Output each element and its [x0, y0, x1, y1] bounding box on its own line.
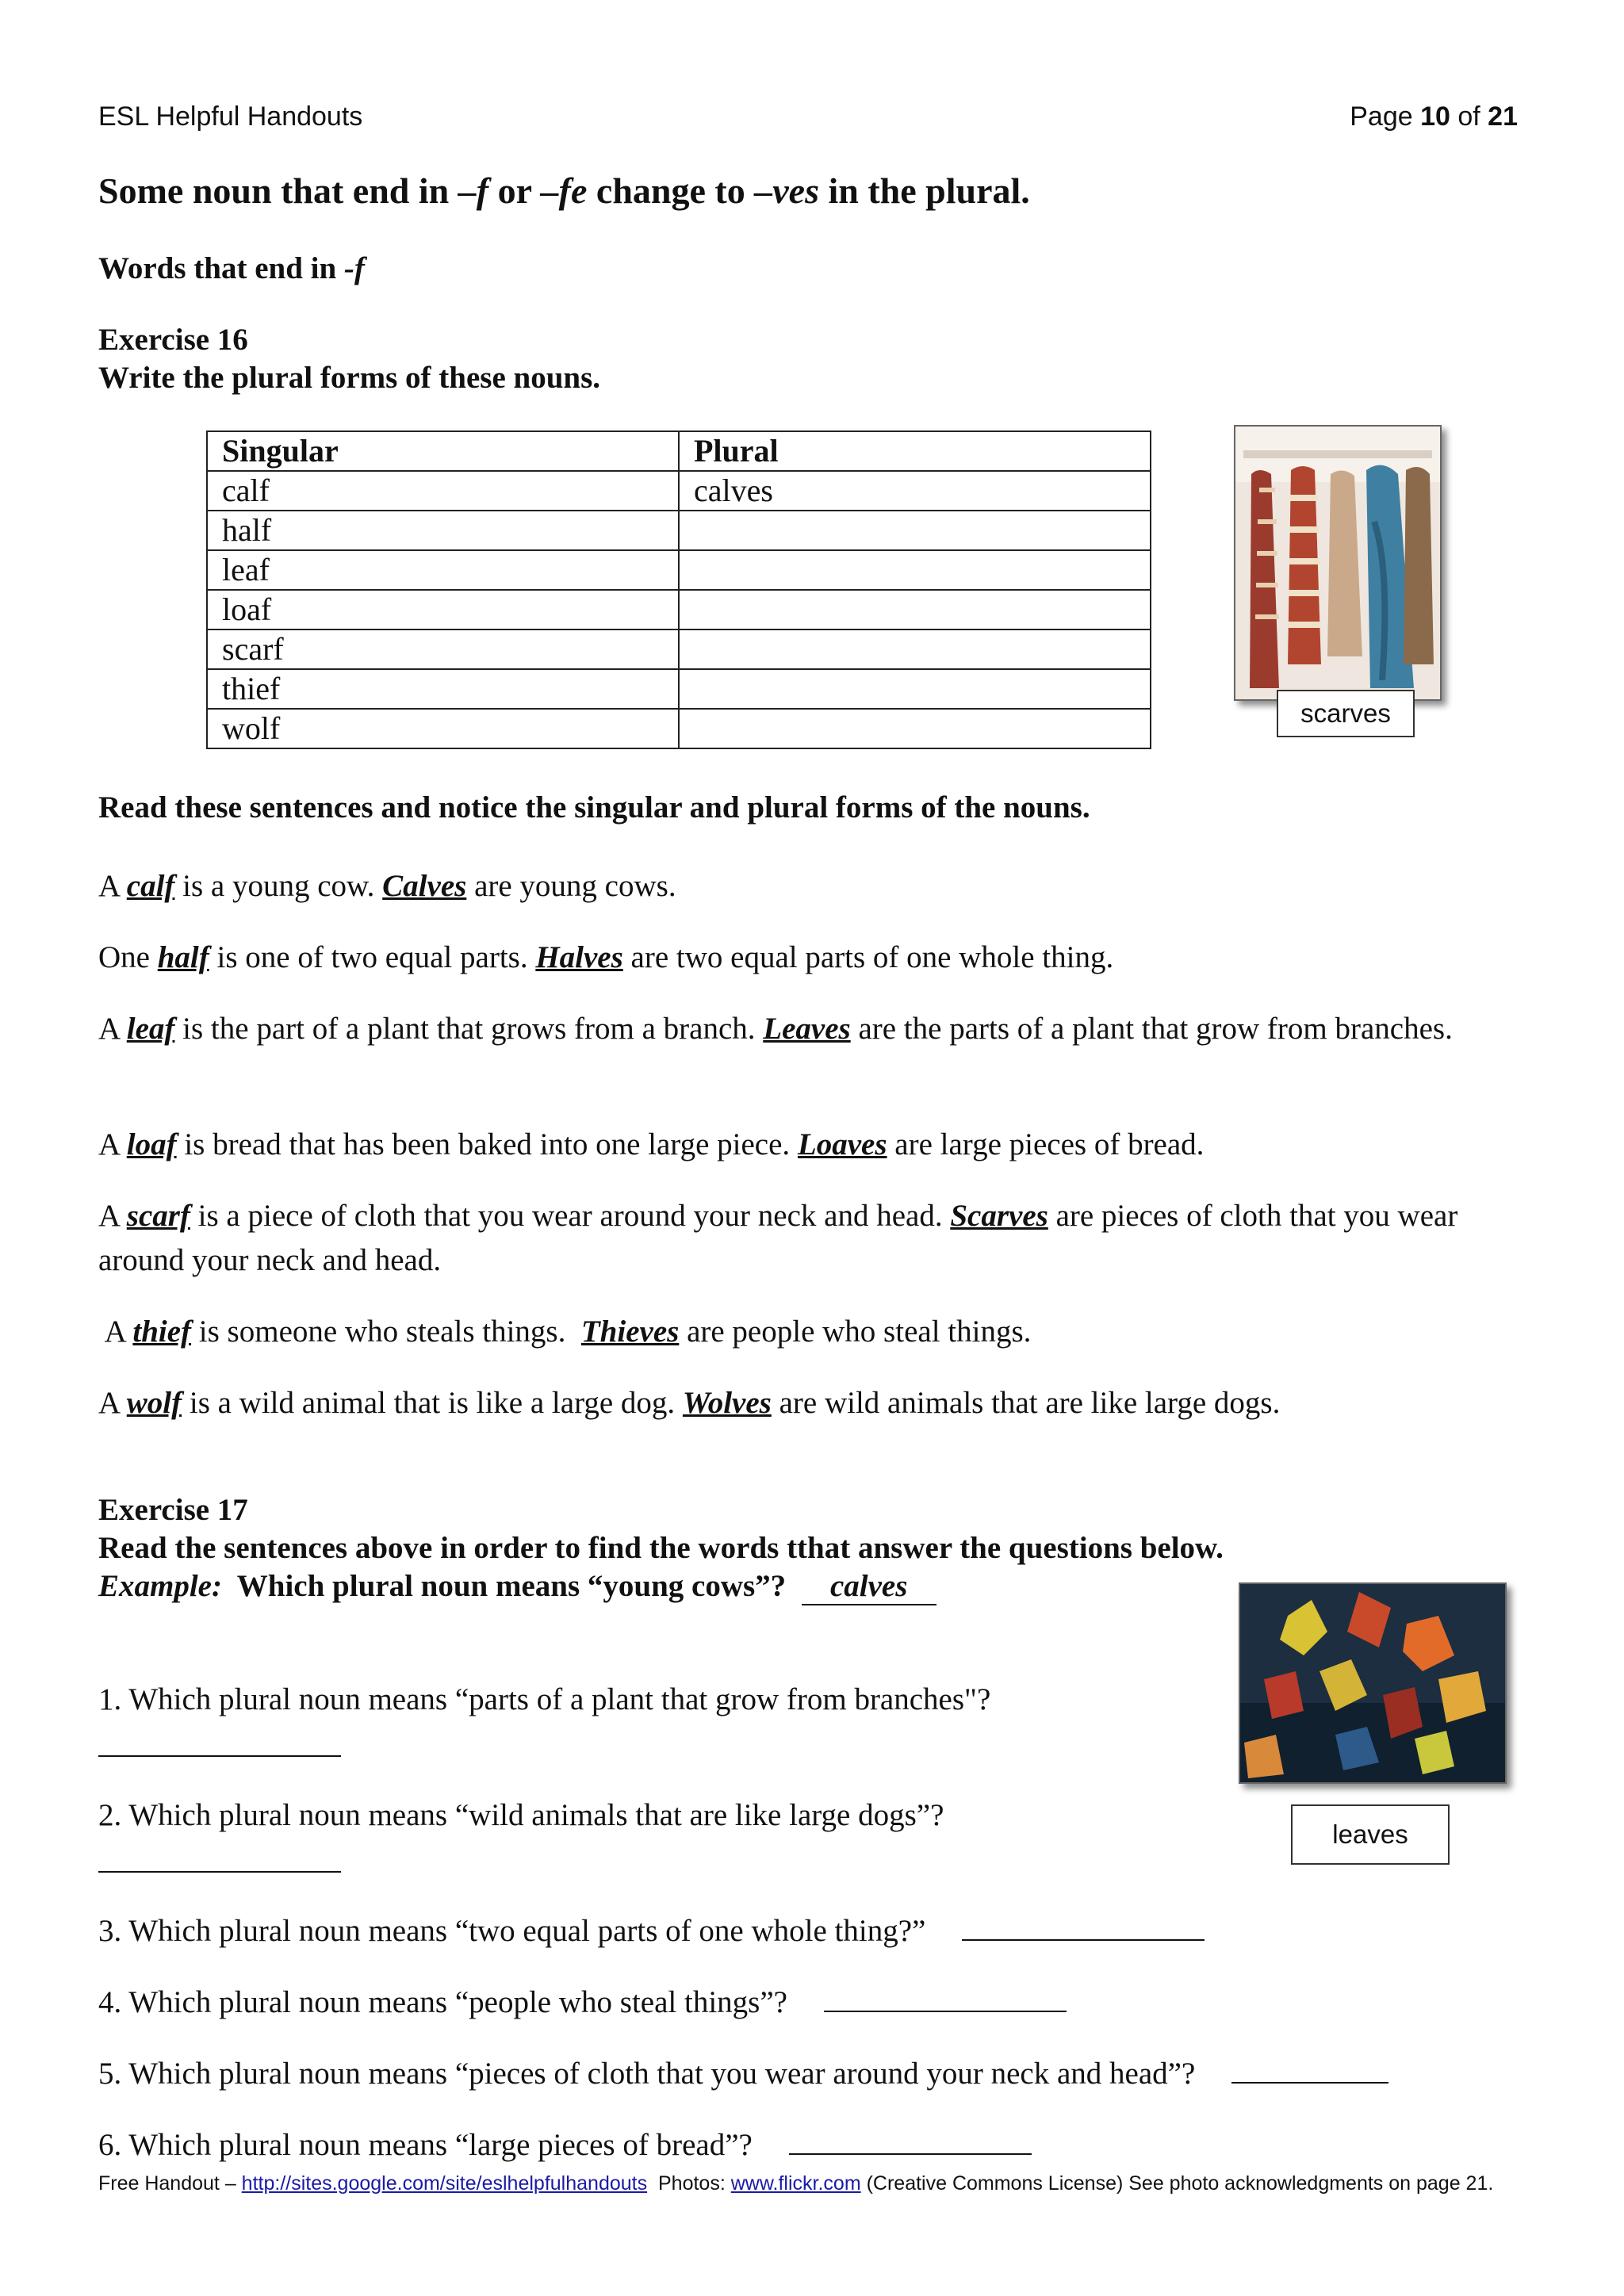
sentence-thief: A thief is someone who steals things. Thieves are people who steal things.	[98, 1314, 1032, 1349]
question-3: 3. Which plural noun means “two equal parts of one whole thing?”	[98, 1909, 1526, 1954]
sentence-half: One half is one of two equal parts. Halves are two equal parts of one whole thing.	[98, 940, 1114, 974]
answer-blank-6[interactable]	[789, 2126, 1032, 2155]
exercise-17-example: Example: Which plural noun means “young cows”? calves	[98, 1568, 936, 1605]
sentence-loaf: A loaf is bread that has been baked into one large piece. Loaves are large pieces of bread.	[98, 1127, 1205, 1161]
singular-cell: wolf	[207, 709, 679, 748]
question-6: 6. Which plural noun means “large pieces of bread”?	[98, 2123, 1526, 2168]
exercise-17-instruction: Read the sentences above in order to find the words tthat answer the questions below.	[98, 1531, 1224, 1565]
exercise-17-heading: Exercise 17	[98, 1493, 248, 1527]
plural-cell[interactable]	[679, 669, 1151, 709]
handout-series-title: ESL Helpful Handouts	[98, 101, 363, 132]
scarves-illustration	[1235, 427, 1440, 699]
table-row	[207, 511, 1151, 550]
question-4: 4. Which plural noun means “people who steal things”?	[98, 1980, 1526, 2025]
scarves-caption: scarves	[1277, 690, 1415, 737]
singular-cell: thief	[207, 669, 679, 709]
leaves-illustration	[1240, 1584, 1505, 1782]
answer-blank-3[interactable]	[962, 1912, 1205, 1941]
page-indicator: Page 10 of 21	[1350, 101, 1518, 132]
leaves-caption: leaves	[1291, 1804, 1450, 1865]
question-1: 1. Which plural noun means “parts of a plant that grow from branches"?	[98, 1682, 991, 1716]
column-header-singular: Singular	[207, 431, 679, 471]
plural-cell[interactable]	[679, 709, 1151, 748]
scarves-photo	[1234, 425, 1442, 701]
plural-cell[interactable]	[679, 550, 1151, 590]
table-row	[207, 709, 1151, 748]
sentence-leaf: A leaf is the part of a plant that grows from a branch. Leaves are the parts of a plant that grow from branches.	[98, 1012, 1453, 1046]
answer-blank-1[interactable]	[98, 1732, 341, 1757]
answer-blank-2[interactable]	[98, 1847, 341, 1873]
column-header-plural: Plural	[679, 431, 1151, 471]
plural-forms-table	[206, 430, 1151, 749]
singular-cell: calf	[207, 471, 679, 511]
singular-cell: scarf	[207, 629, 679, 669]
question-5: 5. Which plural noun means “pieces of cloth that you wear around your neck and head”?	[98, 2052, 1526, 2096]
answer-blank-4[interactable]	[824, 1984, 1067, 2012]
plural-cell[interactable]	[679, 590, 1151, 629]
singular-cell: leaf	[207, 550, 679, 590]
sentence-scarf: A scarf is a piece of cloth that you wear around your neck and head. Scarves are pieces of cloth that you wear around your neck and head.	[98, 1199, 1458, 1277]
sentence-calf: A calf is a young cow. Calves are young cows.	[98, 869, 676, 903]
table-row	[207, 550, 1151, 590]
table-row	[207, 669, 1151, 709]
leaves-photo	[1239, 1582, 1507, 1784]
question-2: 2. Which plural noun means “wild animals that are like large dogs”?	[98, 1798, 944, 1832]
answer-blank-5[interactable]	[1231, 2055, 1388, 2084]
flickr-link[interactable]: www.flickr.com	[730, 2172, 861, 2195]
reading-heading: Read these sentences and notice the singular and plural forms of the nouns.	[98, 790, 1090, 825]
table-header-row	[207, 431, 1151, 471]
plural-cell[interactable]: calves	[679, 471, 1151, 511]
exercise-16-heading: Exercise 16	[98, 323, 248, 357]
exercise-16-instruction: Write the plural forms of these nouns.	[98, 361, 601, 395]
table-row	[207, 471, 1151, 511]
page-title: Some noun that end in –f or –fe change to –ves in the plural.	[98, 170, 1030, 211]
singular-cell: half	[207, 511, 679, 550]
section-subtitle: Words that end in -f	[98, 251, 365, 285]
plural-cell[interactable]	[679, 629, 1151, 669]
plural-cell[interactable]	[679, 511, 1151, 550]
example-answer: calves	[802, 1568, 936, 1605]
table-row	[207, 590, 1151, 629]
handouts-site-link[interactable]: http://sites.google.com/site/eslhelpfulhandouts	[241, 2172, 648, 2195]
page-footer: Free Handout – http://sites.google.com/site/eslhelpfulhandouts Photos: www.flickr.com (Creative Commons License) See photo acknowledgments on page 21.	[98, 2172, 1494, 2195]
table-row	[207, 629, 1151, 669]
sentence-wolf: A wolf is a wild animal that is like a large dog. Wolves are wild animals that are like large dogs.	[98, 1386, 1281, 1420]
singular-cell: loaf	[207, 590, 679, 629]
